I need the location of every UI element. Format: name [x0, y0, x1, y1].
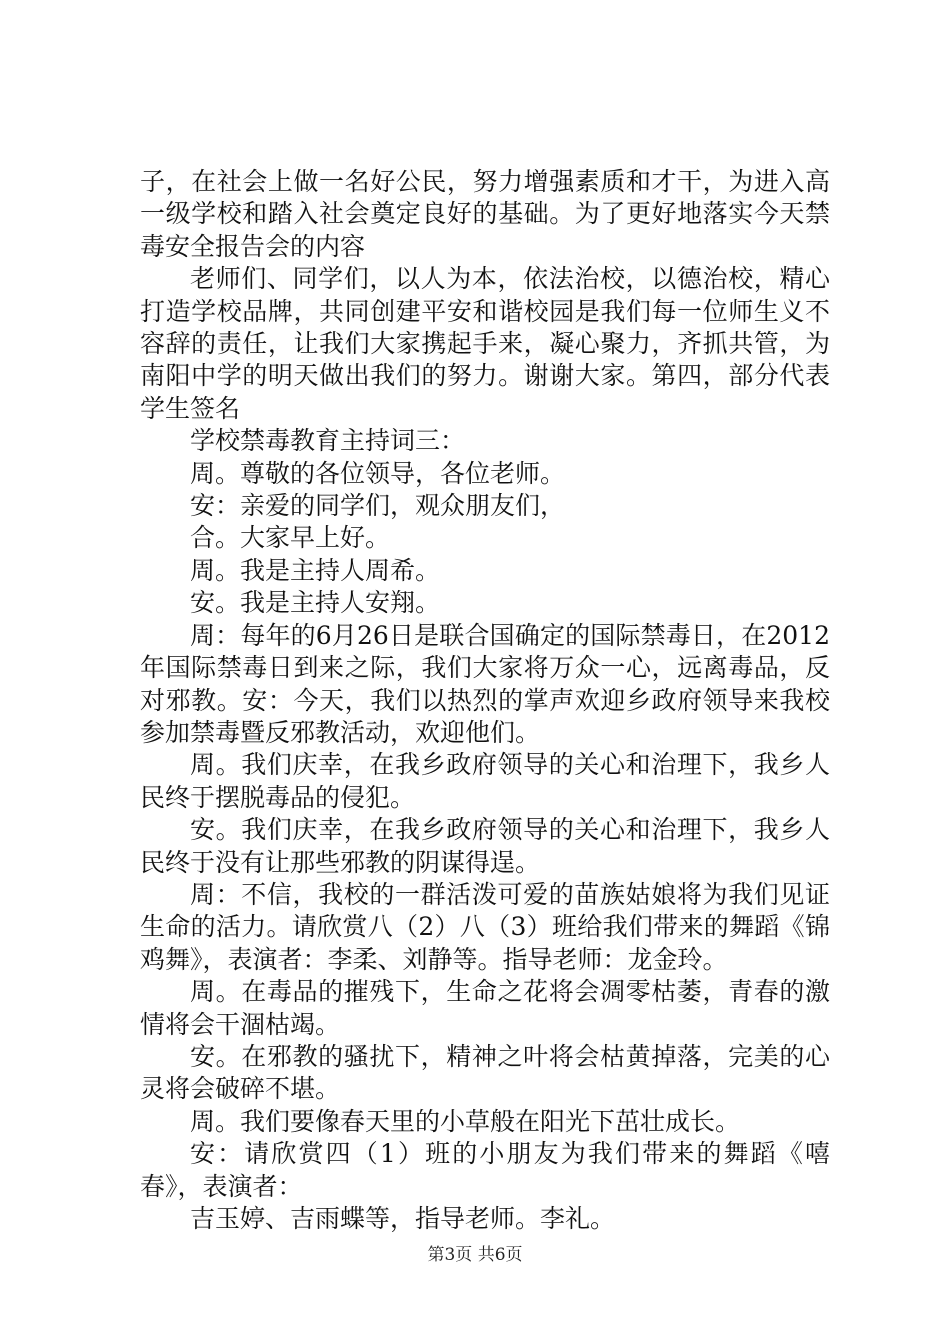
paragraph-6: 合。大家早上好。 [190, 523, 391, 553]
paragraph-9: 周：每年的6月26日是联合国确定的国际禁毒日，在2012年国际禁毒日到来之际，我们大家将万众一心，远离毒品，反对邪教。安：今天，我们以热烈的掌声欢迎乡政府领导来我校参加禁毒暨反邪教活动，欢迎他们。 [140, 620, 830, 747]
paragraph-15: 周。我们要像春天里的小草般在阳光下茁壮成长。 [190, 1106, 741, 1136]
paragraph-3: 学校禁毒教育主持词三： [190, 426, 466, 456]
page-number-footer: 第3页 共6页 [427, 1245, 523, 1265]
paragraph-14: 安。在邪教的骚扰下，精神之叶将会枯黄掉落，完美的心灵将会破碎不堪。 [140, 1041, 830, 1104]
paragraph-17: 吉玉婷、吉雨蝶等，指导老师。李礼。 [190, 1204, 616, 1233]
paragraph-11: 安。我们庆幸，在我乡政府领导的关心和治理下，我乡人民终于没有让那些邪教的阴谋得逞。 [140, 815, 830, 877]
paragraph-13: 周。在毒品的摧残下，生命之花将会凋零枯萎，青春的激情将会干涸枯竭。 [140, 977, 830, 1039]
paragraph-4: 周。尊敬的各位领导，各位老师。 [190, 458, 566, 488]
paragraph-1: 子，在社会上做一名好公民，努力增强素质和才干，为进入高一级学校和踏入社会奠定良好的基础。为了更好地落实今天禁毒安全报告会的内容 [140, 167, 830, 261]
paragraph-7: 周。我是主持人周希。 [190, 555, 441, 585]
paragraph-5: 安：亲爱的同学们，观众朋友们， [190, 491, 566, 521]
paragraph-8: 安。我是主持人安翔。 [190, 588, 441, 618]
paragraph-12: 周：不信，我校的一群活泼可爱的苗族姑娘将为我们见证生命的活力。请欣赏八（2）八（3）班给我们带来的舞蹈《锦鸡舞》，表演者：李柔、刘静等。指导老师：龙金玲。 [140, 879, 830, 974]
paragraph-16: 安：请欣赏四（1）班的小朋友为我们带来的舞蹈《嘻春》，表演者： [140, 1139, 830, 1201]
document-body [140, 166, 830, 1235]
paragraph-2: 老师们、同学们，以人为本，依法治校，以德治校，精心打造学校品牌，共同创建平安和谐校园是我们每一位师生义不容辞的责任，让我们大家携起手来，凝心聚力，齐抓共管，为南阳中学的明天做出我们的努力。谢谢大家。第四，部分代表学生签名 [140, 264, 830, 423]
paragraph-10: 周。我们庆幸，在我乡政府领导的关心和治理下，我乡人民终于摆脱毒品的侵犯。 [140, 750, 830, 812]
